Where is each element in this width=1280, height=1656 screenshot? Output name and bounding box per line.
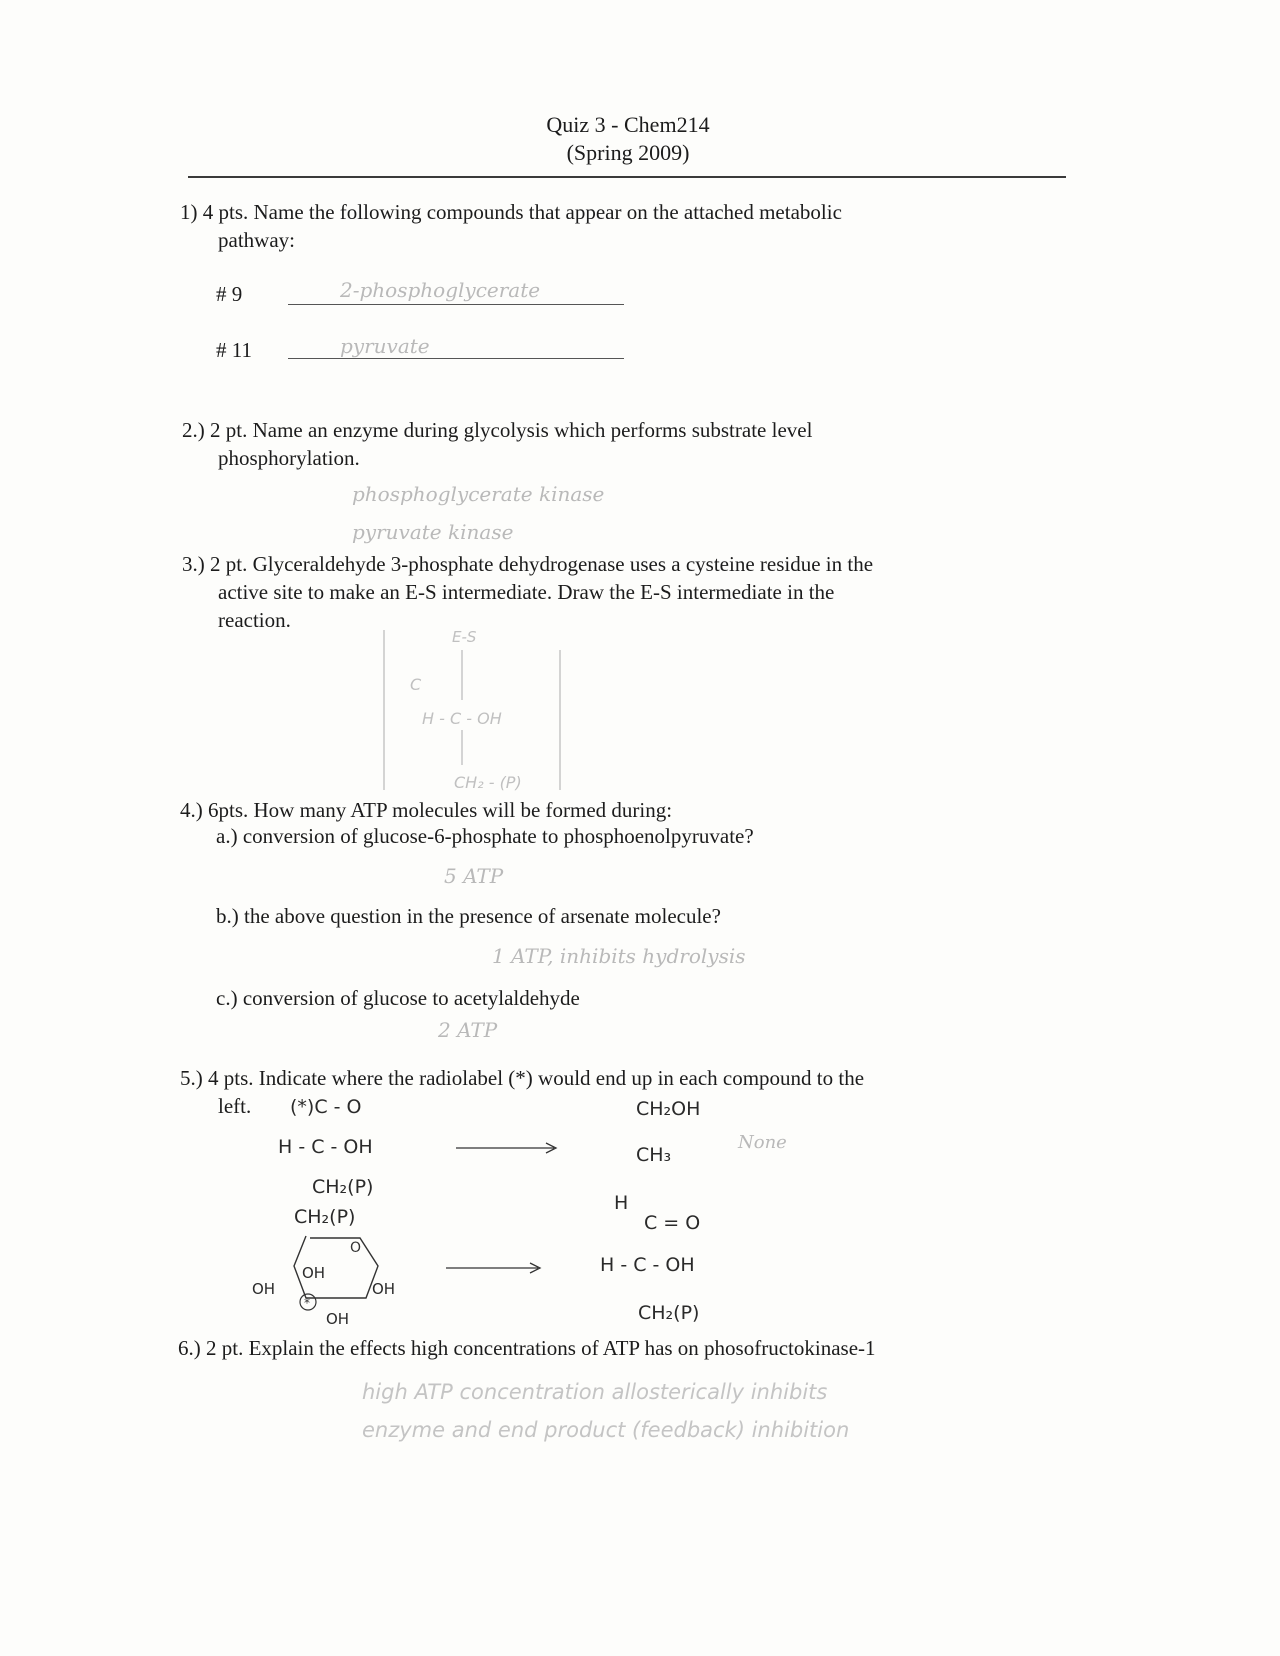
q1-item-label-11: # 11 (216, 338, 252, 362)
q1-answer-11: pyruvate (340, 334, 430, 358)
page-title: Quiz 3 - Chem214 (546, 112, 710, 137)
q2-text-line2: phosphorylation. (218, 446, 360, 470)
q1-text-line2: pathway: (218, 228, 295, 252)
header-rule (188, 176, 1066, 178)
q5-r2-right-line3: H - C - OH (600, 1254, 695, 1276)
q5-r2-oh-in: OH (302, 1264, 326, 1282)
q5-r2-arrow (444, 1258, 548, 1278)
q1-answer-9: 2-phosphoglycerate (340, 278, 541, 302)
q5-r2-star: * (304, 1296, 310, 1310)
q5-text-line1: 5.) 4 pts. Indicate where the radiolabel (*) would end up in each compound to the (180, 1066, 865, 1090)
q5-text-line2: left. (218, 1094, 252, 1118)
q5-r2-oh-left: OH (252, 1280, 276, 1298)
q4-c-answer: 2 ATP (438, 1018, 498, 1042)
q4-b-text: b.) the above question in the presence of arsenate molecule? (216, 904, 721, 928)
q5-r2-ring-drawing (270, 1226, 390, 1316)
q5-r2-oh-right: OH (372, 1280, 396, 1298)
q4-text-line1: 4.) 6pts. How many ATP molecules will be formed during: (180, 798, 673, 822)
q4-a-answer: 5 ATP (444, 864, 504, 888)
q5-r2-oh-bottom: OH (326, 1310, 350, 1328)
q5-r2-right-line4: CH₂(P) (638, 1302, 700, 1324)
q5-r2-left-top: CH₂(P) (294, 1206, 356, 1228)
q5-r2-right-line2: C = O (644, 1212, 701, 1234)
q3-drawing-ch2p: CH₂ - (P) (454, 773, 522, 792)
q5-r1-left-line1: (*)C - O (290, 1096, 362, 1118)
q3-text-line2: active site to make an E-S intermediate. Draw the E-S intermediate in the (218, 580, 835, 604)
q3-drawing-carbon: C (410, 675, 422, 694)
q6-answer-line2: enzyme and end product (feedback) inhibition (362, 1418, 850, 1442)
q1-answer-line-9 (288, 304, 624, 305)
q6-answer-line1: high ATP concentration allosterically inhibits (362, 1380, 828, 1404)
q5-r2-right-line1: H (614, 1192, 629, 1214)
q3-drawing-choh: H - C - OH (422, 709, 502, 728)
q5-r1-left-line3: CH₂(P) (312, 1176, 374, 1198)
q4-c-text: c.) conversion of glucose to acetylaldehyde (216, 986, 580, 1010)
q2-answer-line1: phosphoglycerate kinase (352, 482, 605, 506)
page-subtitle: (Spring 2009) (566, 140, 690, 165)
q5-r1-note: None (738, 1132, 787, 1153)
q5-r1-left-line2: H - C - OH (278, 1136, 373, 1158)
svg-text:O: O (350, 1240, 362, 1256)
q3-drawing-enzyme: E-S (452, 628, 477, 646)
q1-text-line1: 1) 4 pts. Name the following compounds that appear on the attached metabolic (180, 200, 842, 224)
q2-text-line1: 2.) 2 pt. Name an enzyme during glycolysis which performs substrate level (182, 418, 813, 442)
q4-a-text: a.) conversion of glucose-6-phosphate to phosphoenolpyruvate? (216, 824, 754, 848)
q5-r1-arrow (454, 1138, 566, 1158)
q1-item-label-9: # 9 (216, 282, 243, 306)
q4-b-answer: 1 ATP, inhibits hydrolysis (492, 944, 746, 968)
q5-r1-right-line1: CH₂OH (636, 1098, 701, 1120)
q1-answer-line-11 (288, 358, 624, 359)
q2-answer-line2: pyruvate kinase (352, 520, 514, 544)
q3-es-intermediate-drawing (370, 620, 590, 800)
q6-text-line1: 6.) 2 pt. Explain the effects high concentrations of ATP has on phosofructokinase-1 (178, 1336, 876, 1360)
q5-r1-right-line2: CH₃ (636, 1144, 672, 1166)
q3-text-line3: reaction. (218, 608, 291, 632)
q3-text-line1: 3.) 2 pt. Glyceraldehyde 3-phosphate dehydrogenase uses a cysteine residue in the (182, 552, 874, 576)
